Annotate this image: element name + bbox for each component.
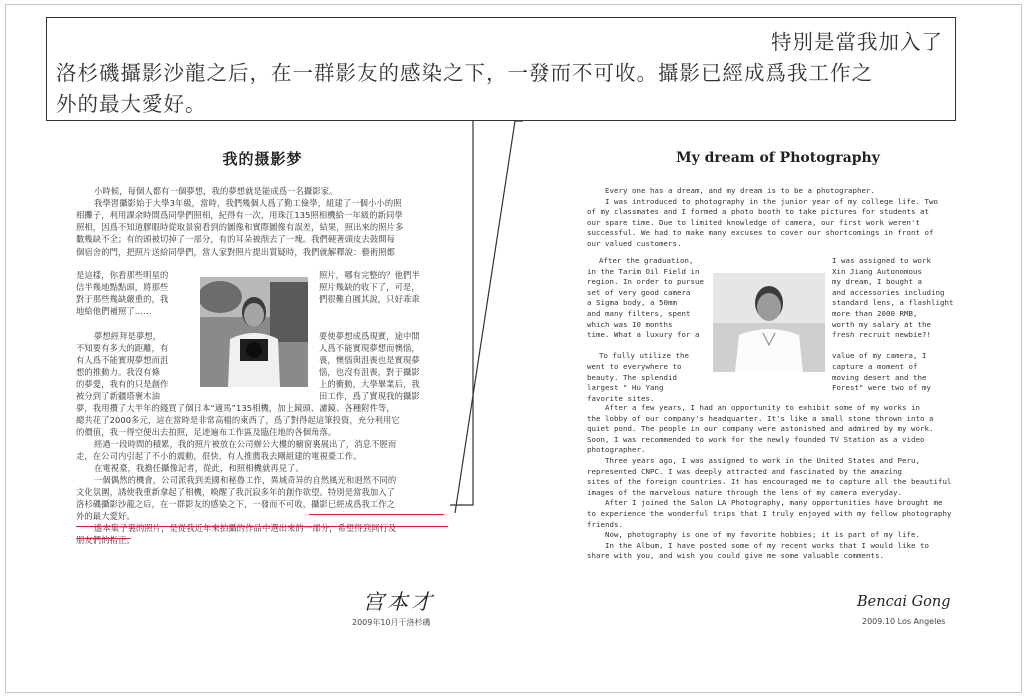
author-photo-english — [713, 273, 825, 372]
text-line: 被分到了新疆塔裹木油 — [76, 391, 160, 401]
chinese-date: 2009年10月于洛杉磯 — [352, 618, 431, 627]
text-line: 地給他們補照了…… — [76, 306, 152, 317]
text-line: 的夢愛，我有的只是創作 — [76, 378, 169, 389]
text-line: 對于那些幾缺嚴重的，我 — [76, 294, 169, 305]
text-line: went to everywhere to — [587, 362, 682, 371]
text-line: more than 2000 RMB, — [832, 309, 918, 318]
text-line: time. What a luxury for a — [587, 330, 700, 340]
text-line: and accessories including — [832, 287, 945, 297]
text-line: standard lens, a flashlight — [832, 298, 954, 308]
text-line: 總共花了2000多元，這在當時是非常高檔的東西了，爲了對得起這筆投資，充分利用它 — [76, 415, 400, 425]
highlight-underline-1 — [309, 514, 444, 515]
text-line: 數幾缺不全；有的頭被切掉了一部分，有的耳朵被削去了一塊。我們硬著頭皮去鼓開每 — [76, 234, 396, 245]
text-line: 文化氛圍，誘使我重新拿起了相機，喚醒了我沉寂多年的創作欲望。特別是當我加入了 — [76, 487, 396, 497]
text-line: set of very good camera — [587, 287, 691, 297]
text-line: Soon, I was recommended to work for the newly founded TV Station as a video — [587, 434, 925, 444]
text-line: successful. We had to make many excuses to cover our shortcomings in front of — [587, 228, 934, 238]
text-line: worth my salary at the — [832, 319, 931, 329]
text-line: 遙本集子裏的照片，是從我近年來拍攝的作品中選出來的一部分，希望得到同行及 — [94, 523, 397, 533]
text-line: represented CNPC. I was deeply attracted and fascinated by the amazing — [587, 466, 902, 476]
text-line: 們很難自圓其說，只好乖乖 — [319, 294, 420, 305]
callout-line-3: 外的最大愛好。 — [56, 92, 207, 116]
text-line: 的價值，我一得空便出去拍照，足迹遍布工作區及臨住地的各個角落。 — [76, 427, 337, 437]
text-line: images of the marvelous nature through the lens of my camera everyday. — [587, 487, 902, 497]
text-line: 是這樣，你看那些明星的 — [76, 270, 169, 280]
text-line: our valued customers. — [587, 239, 682, 248]
chinese-title: 我的摄影梦 — [222, 150, 303, 168]
text-line: sites of the foreign countries. It has encouraged me to capture all the beautiful — [587, 477, 952, 487]
text-line: Now, photography is one of my favorite hobbies; it is part of my life. — [605, 530, 920, 540]
text-line: 一個偶然的機會，公司派我到美國和秘魯工作，異域奇异的自然風光和迥然不同的 — [94, 475, 397, 485]
quote-callout-box — [46, 17, 956, 121]
text-line: of my classmates and I formed a photo booth to take pictures for students at — [587, 207, 929, 217]
text-line: photographer. — [587, 445, 646, 455]
text-line: 朋友們的指正。 — [76, 535, 135, 545]
english-title: My dream of Photography — [676, 150, 880, 166]
text-line: 走，在公司内引起了不小的震動，很快，有人推薦我去剛組建的電視臺工作。 — [76, 451, 362, 461]
text-line: After a few years, I had an opportunity to exhibit some of my works in — [605, 403, 920, 412]
text-line: 照相，因爲不知道膠眼時從取景窗看到的圖像和實際圖像有誤差，結果，照出來的照片多 — [76, 222, 404, 233]
callout-line-2: 洛杉磯攝影沙龍之后，在一群影友的感染之下，一發而不可收。攝影已經成爲我工作之 — [56, 61, 873, 85]
text-line: which was 10 months — [587, 319, 673, 329]
author-photo-chinese — [200, 277, 308, 387]
text-line: quiet pond. The people in our company were astonished and admired by my work. — [587, 424, 934, 434]
text-line: capture a moment of — [832, 362, 918, 371]
text-line: 在電視臺，我擔任攝像記者，從此，和照相機就再見了。 — [94, 463, 304, 473]
text-line: 田工作，爲了實現我的攝影 — [319, 391, 420, 401]
text-line: 外的最大愛好。 — [76, 511, 135, 521]
text-line: 照片，哪有完整的？他們半 — [319, 270, 420, 280]
text-line: friends. — [587, 519, 623, 529]
text-line: beauty. The splendid — [587, 372, 677, 382]
text-line: largest " Hu Yang — [587, 383, 664, 393]
text-line: to experience the wonderful trips that I truly enjoyed with my fellow photography — [587, 509, 952, 518]
text-line: 夢想經拜是夢想， — [94, 330, 162, 341]
text-line: To fully utilize the — [599, 351, 689, 361]
text-line: 惱，也沒有沮喪，對于攝影 — [319, 366, 420, 377]
text-line: Forest" were two of my — [832, 383, 931, 393]
text-line: Xin Jiang Autonomous — [832, 266, 922, 276]
text-line: my dream, I bought a — [832, 277, 922, 287]
text-line: value of my camera, I — [832, 351, 927, 361]
english-date: 2009.10 Los Angeles — [862, 617, 946, 626]
english-signature: Bencai Gong — [857, 594, 951, 610]
text-line: in the Tarim Oil Field in — [587, 266, 700, 276]
text-line: region. In order to pursue — [587, 277, 704, 287]
text-line: 夢，我用攢了大半年的錢買了個日本“適馬”135相機，加上鏡頭、濾鏡、各種附件等， — [76, 403, 395, 413]
highlight-underline-3 — [76, 538, 131, 539]
text-line: I was introduced to photography in the junior year of my college life. Two — [605, 196, 938, 206]
text-line: fresh recruit newbie?! — [832, 330, 931, 340]
highlight-underline-2 — [76, 526, 448, 527]
text-line: a Sigma body, a 50mm — [587, 298, 677, 308]
text-line: moving desert and the — [832, 372, 927, 382]
text-line: 有人爲不能實現夢想而沮 — [76, 354, 169, 365]
text-line: 個宿舍的門，把照片送給同學們，當人家對照片提出質疑時，我們就解釋說：藝術照都 — [76, 246, 396, 257]
text-line: 信半幾地點點頭，將那些 — [76, 282, 169, 293]
text-line: 喪，懊惱與沮喪也是實現夢 — [319, 354, 420, 365]
callout-line-1: 特別是當我加入了 — [771, 30, 943, 54]
text-line: our spare time. Due to limited knowledge of camera, our first work weren't — [587, 217, 920, 227]
text-line: 人爲不能實現夢想而懊惱， — [319, 342, 420, 353]
text-line: 經過一段時間的積累，我的照片被放在公司辦公大樓的櫥窗裏展出了，消息不脛而 — [94, 439, 397, 449]
text-line: 上的衝動，大學畢業后，我 — [319, 378, 420, 389]
text-line: the lobby of our company's headquarter. It's like a small stone thrown into a — [587, 413, 934, 423]
text-line: Three years ago, I was assigned to work in the United States and Peru, — [605, 456, 920, 465]
text-line: In the Album, I have posted some of my recent works that I would like to — [605, 540, 929, 550]
text-line: After the graduation, — [599, 256, 694, 265]
text-line: 小時候，每個人都有一個夢想，我的夢想就是能成爲一名攝影家。 — [94, 186, 338, 196]
text-line: share with you, and wish you could give me some valuable comments. — [587, 551, 884, 561]
chinese-signature: 宫本才 — [363, 590, 435, 614]
text-line: 我學習攝影始于大學3年級，當時，我們幾個人爲了勤工儉學，組建了一個小小的照 — [94, 198, 402, 209]
text-line: 想的推動力。我沒有條 — [76, 366, 160, 377]
text-line: Every one has a dream, and my dream is to be a photographer. — [605, 186, 875, 195]
text-line: 要使夢想成爲現實，途中間 — [319, 330, 420, 341]
text-line: and many filters, spent — [587, 309, 691, 318]
text-line: favorite sites. — [587, 393, 655, 403]
text-line: 相攤子，利用課余時間爲同學們照相，紀得有一次，用珠江135照相機給一年級的新同學 — [76, 210, 403, 221]
text-line: 不知要有多大的距離，有 — [76, 342, 169, 353]
text-line: After I joined the Salon LA Photography, many opportunities have brought me — [605, 498, 943, 508]
text-line: 照片幾缺的收下了，可是， — [319, 282, 420, 293]
text-line: I was assigned to work — [832, 256, 931, 265]
text-line: 洛杉磯攝影沙龍之后，在一群影友的感染之下，一發而不可收，攝影已經成爲我工作之 — [76, 499, 396, 509]
